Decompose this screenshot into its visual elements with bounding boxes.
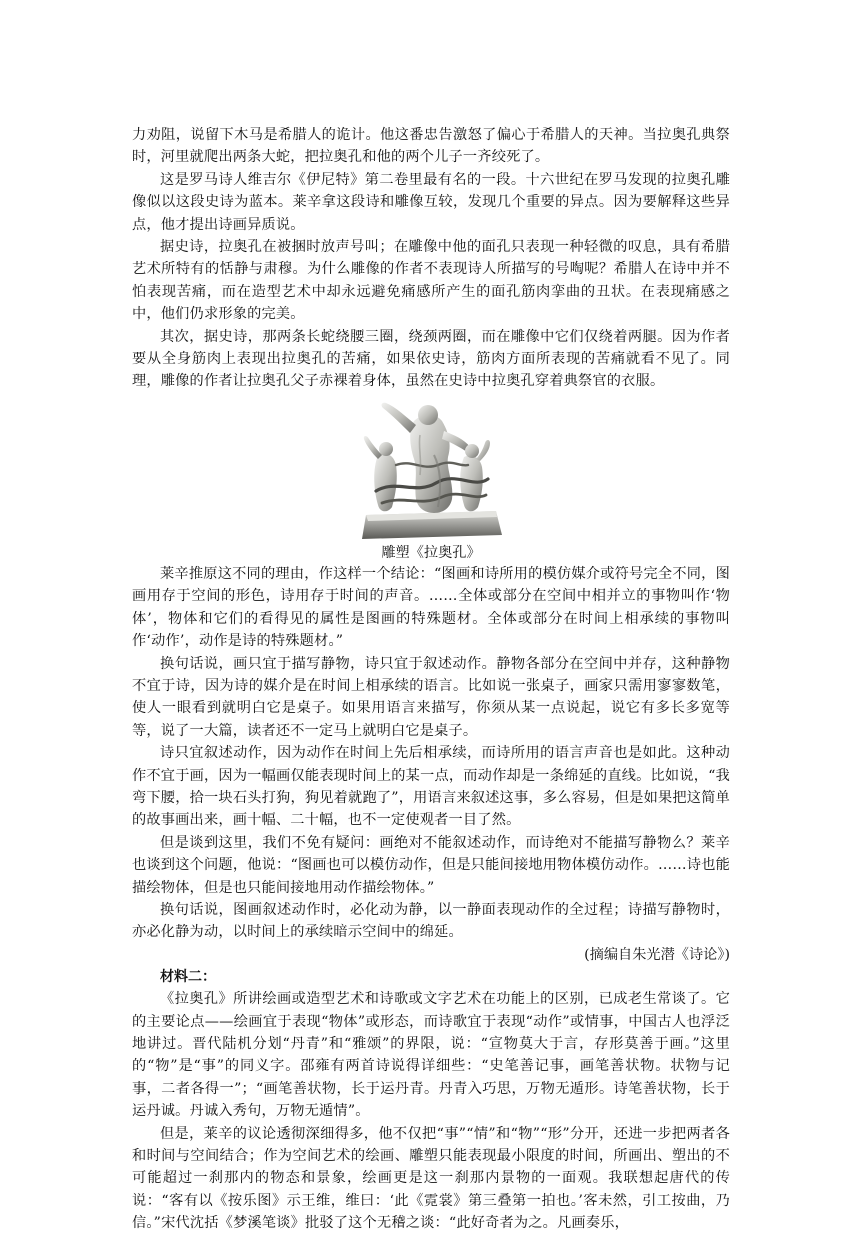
statue-figure bbox=[132, 395, 730, 563]
paragraph: 换句话说，画只宜于描写静物，诗只宜于叙述动作。静物各部分在空间中并存，这种静物不宜于诗，因为诗的媒介是在时间上相承续的语言。比如说一张桌子，画家只需用寥寥数笔，使人一眼看到就明白它是桌子。如果用语言来描写，你须从某一点说起，说它有多长多宽等等，说了一大篇，读者还不一定马上就明白它是桌子。 bbox=[132, 655, 730, 739]
material2-heading: 材料二： bbox=[160, 969, 216, 986]
section-middle-text bbox=[132, 563, 730, 944]
paragraph: 这是罗马诗人维吉尔《伊尼特》第二卷里最有名的一段。十六世纪在罗马发现的拉奥孔雕像似以这段史诗为蓝本。莱辛拿这段诗和雕像互较，发现几个重要的异点。因为要解释这些异点，他才提出诗画异质说。 bbox=[132, 171, 730, 233]
source-note: (摘编自朱光潜《诗论》) bbox=[584, 946, 730, 963]
document-page bbox=[132, 124, 730, 1235]
paragraph: 换句话说，图画叙述动作时，必化动为静，以一静面表现动作的全过程；诗描写静物时，亦必化静为动，以时间上的承续暗示空间中的绵延。 bbox=[132, 901, 730, 941]
paragraph: 诗只宜叙述动作，因为动作在时间上先后相承续，而诗所用的语言声音也是如此。这种动作不宜于画，因为一幅画仅能表现时间上的某一点，而动作却是一条绵延的直线。比如说，“我弯下腰，拾一块石头打狗，狗见着就跑了”，用语言来叙述这事，多么容易，但是如果把这简单的故事画出来，画十幅、二十幅，也不一定使观者一目了然。 bbox=[132, 745, 730, 829]
paragraph: 据史诗，拉奥孔在被捆时放声号叫；在雕像中他的面孔只表现一种轻微的叹息，具有希腊艺术所特有的恬静与肃穆。为什么雕像的作者不表现诗人所描写的号啕呢？希腊人在诗中并不怕表现苦痛，而在造型艺术中却永远避免痛感所产生的面孔筋肉挛曲的丑状。在表现痛感之中，他们仍求形象的完美。 bbox=[132, 239, 730, 323]
paragraph: 但是谈到这里，我们不免有疑问：画绝对不能叙述动作，而诗绝对不能描写静物么？莱辛也谈到这个问题，他说：“图画也可以模仿动作，但是只能间接地用物体模仿动作。……诗也能描绘物体，但是也只能间接地用动作描绘物体。” bbox=[132, 834, 730, 896]
section-bottom-text bbox=[132, 988, 730, 1234]
paragraph: 莱辛推原这不同的理由，作这样一个结论：“图画和诗所用的模仿媒介或符号完全不同，图画用存于空间的形色，诗用存于时间的声音。……全体或部分在空间中相并立的事物叫作‘物体’，物体和它们的看得见的属性是图画的特殊题材。全体或部分在时间上相承续的事物叫作‘动作’，动作是诗的特殊题材。” bbox=[132, 565, 730, 650]
paragraph: 其次，据史诗，那两条长蛇绕腰三圈，绕颈两圈，而在雕像中它们仅绕着两腿。因为作者要从全身筋肉上表现出拉奥孔的苦痛，如果依史诗，筋肉方面所表现的苦痛就看不见了。同理，雕像的作者让拉奥孔父子赤裸着身体，虽然在史诗中拉奥孔穿着典祭官的衣服。 bbox=[132, 328, 730, 390]
section-top-text bbox=[132, 124, 730, 393]
paragraph: 力劝阻，说留下木马是希腊人的诡计。他这番忠告激怒了偏心于希腊人的天神。当拉奥孔典祭时，河里就爬出两条大蛇，把拉奥孔和他的两个儿子一齐绞死了。 bbox=[132, 127, 730, 166]
figure-caption: 雕塑《拉奥孔》 bbox=[381, 544, 481, 561]
paragraph: 《拉奥孔》所讲绘画或造型艺术和诗歌或文字艺术在功能上的区别，已成老生常谈了。它的主要论点——绘画宜于表现“物体”或形态，而诗歌宜于表现“动作”或情事，中国古人也浮泛地讲过。晋代陆机分划“丹青”和“雅颂”的界限，说：“宣物莫大于言，存形莫善于画。”这里的“物”是“事”的同义字。邵雍有两首诗说得详细些：“史笔善记事，画笔善状物。状物与记事，二者各得一”；“画笔善状物，长于运丹青。丹青入巧思，万物无遁形。诗笔善状物，长于运丹诚。丹诚入秀句，万物无遁情”。 bbox=[132, 991, 730, 1120]
paragraph: 但是，莱辛的议论透彻深细得多，他不仅把“事”“情”和“物”“形”分开，还进一步把两者各和时间与空间结合；作为空间艺术的绘画、雕塑只能表现最小限度的时间，所画出、塑出的不可能超过一刹那内的物态和景象，绘画更是这一刹那内景物的一面观。我联想起唐代的传说：“客有以《按乐图》示王维，维曰：‘此《霓裳》第三叠第一拍也。’客未然，引工按曲，乃信。”宋代沈括《梦溪笔谈》批驳了这个无稽之谈：“此好奇者为之。凡画奏乐， bbox=[132, 1125, 730, 1232]
laocoon-statue-image bbox=[356, 395, 506, 543]
